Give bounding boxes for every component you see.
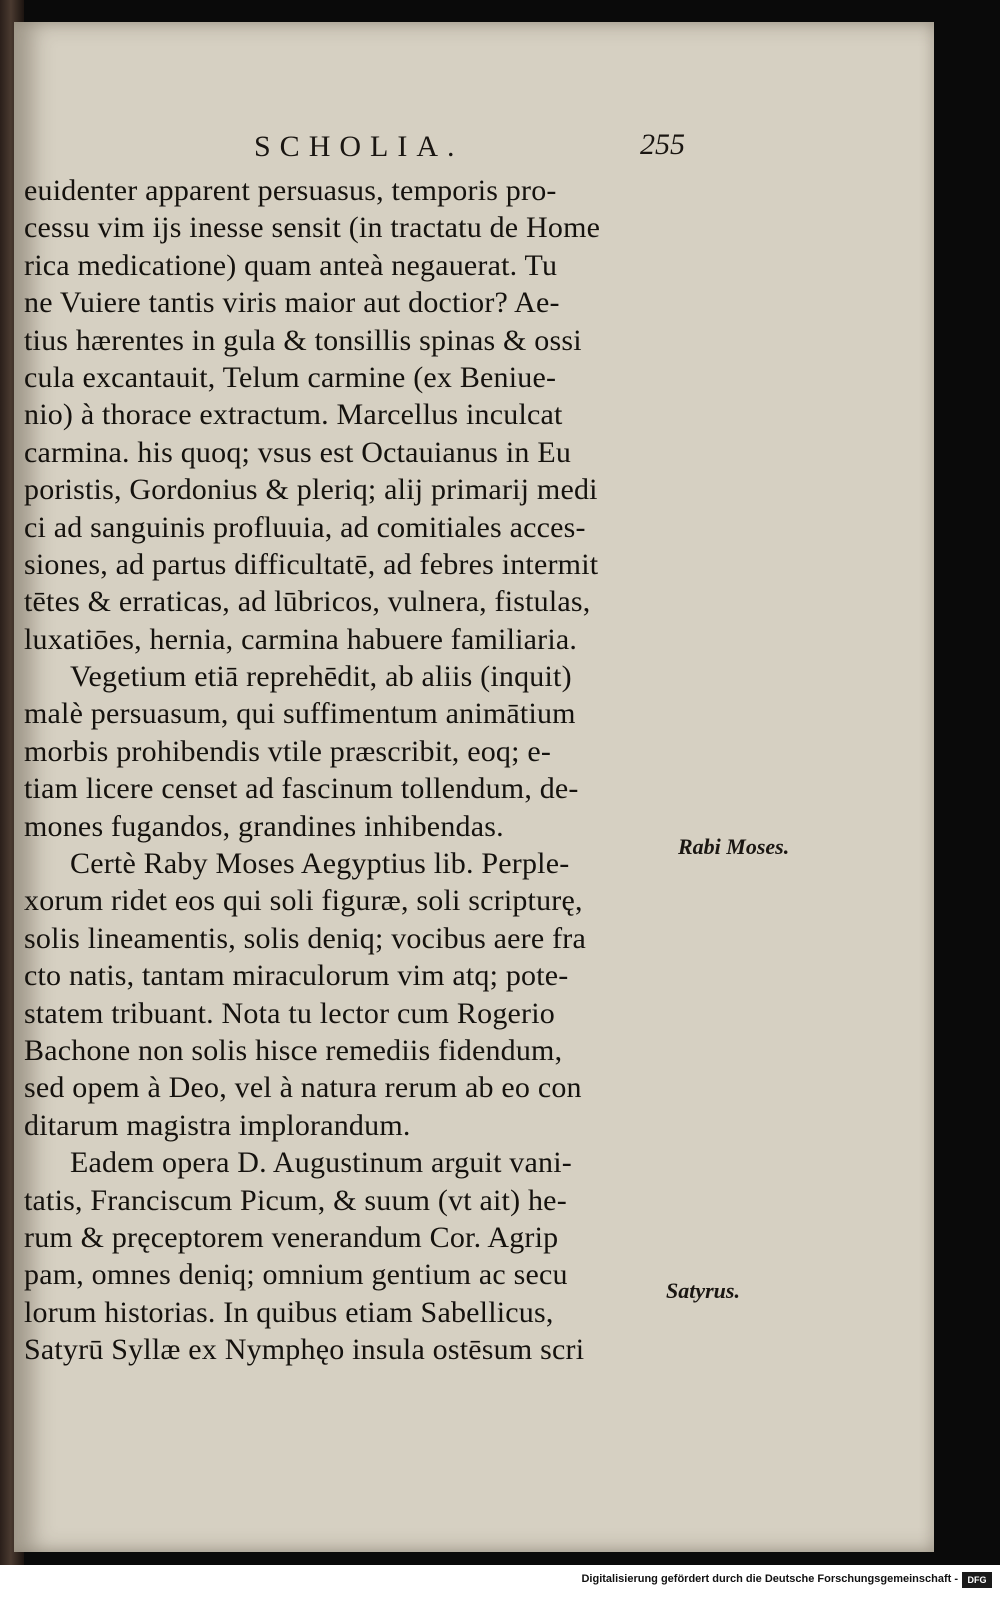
text-line: tatis, Franciscum Picum, & suum (vt ait) he- (24, 1183, 567, 1217)
text-line: cessu vim ijs inesse sensit (in tractatu de Home (24, 211, 601, 245)
text-line: Eadem opera D. Augustinum arguit vani- (70, 1146, 572, 1180)
text-line: Bachone non solis hisce remediis fidendum, (24, 1033, 563, 1067)
text-line: tius hærentes in gula & tonsillis spinas & ossi (24, 323, 582, 357)
text-line: euidenter apparent persuasus, temporis pro- (24, 174, 557, 207)
text-line: ditarum magistra implorandum. (24, 1108, 411, 1142)
text-line: sed opem à Deo, vel à natura rerum ab eo con (24, 1071, 582, 1105)
text-line: ci ad sanguinis profluuia, ad comitiales acces- (24, 510, 586, 544)
funding-credit: Digitalisierung gefördert durch die Deutsche Forschungsgemeinschaft - (581, 1573, 958, 1585)
running-head: SCHOLIA. (254, 130, 464, 163)
text-line: tētes & erraticas, ad lūbricos, vulnera, fistulas, (24, 585, 591, 619)
text-line: Satyrū Syllæ ex Nymphęo insula ostēsum scri (24, 1333, 585, 1367)
book-page (14, 22, 934, 1552)
marginal-note-moses: Rabi Moses. (678, 834, 790, 859)
digitization-credit-bar (0, 1565, 1000, 1597)
text-line: luxatiōes, hernia, carmina habuere familiaria. (24, 622, 578, 656)
marginal-note-satyrus: Satyrus. (666, 1278, 740, 1303)
text-line: tiam licere censet ad fascinum tollendum, de- (24, 772, 579, 806)
text-line: ne Vuiere tantis viris maior aut doctior? Ae- (24, 286, 560, 320)
text-line: Vegetium etiā reprehēdit, ab aliis (inquit) (70, 660, 572, 694)
text-line: malè persuasum, qui suffimentum animātium (24, 697, 576, 731)
page-number: 255 (640, 128, 685, 161)
text-line: siones, ad partus difficultatē, ad febres intermit (24, 547, 599, 581)
text-line: solis lineamentis, solis deniq; vocibus aere fra (24, 921, 586, 955)
text-line: mones fugandos, grandines inhibendas. (24, 809, 504, 843)
text-line: pam, omnes deniq; omnium gentium ac secu (24, 1258, 568, 1292)
text-line: poristis, Gordonius & pleriq; alij primarij medi (24, 473, 598, 507)
body-text (24, 172, 704, 1369)
text-line: xorum ridet eos qui soli figuræ, soli scripturę, (24, 884, 583, 918)
text-line: cto natis, tantam miraculorum vim atq; pote- (24, 959, 569, 993)
text-line: rum & pręceptorem venerandum Cor. Agrip (24, 1220, 559, 1254)
text-line: Certè Raby Moses Aegyptius lib. Perple- (70, 847, 570, 881)
dfg-logo-icon: DFG (962, 1572, 992, 1588)
text-line: nio) à thorace extractum. Marcellus inculcat (24, 398, 563, 432)
text-line: rica medicatione) quam anteà negauerat. Tu (24, 248, 558, 282)
text-line: statem tribuant. Nota tu lector cum Rogerio (24, 996, 555, 1030)
text-line: cula excantauit, Telum carmine (ex Beniue- (24, 360, 557, 394)
text-line: lorum historias. In quibus etiam Sabellicus, (24, 1295, 554, 1329)
text-line: carmina. his quoq; vsus est Octauianus in Eu (24, 435, 572, 469)
page-header (14, 110, 934, 170)
text-line: morbis prohibendis vtile præscribit, eoq; e- (24, 734, 552, 768)
